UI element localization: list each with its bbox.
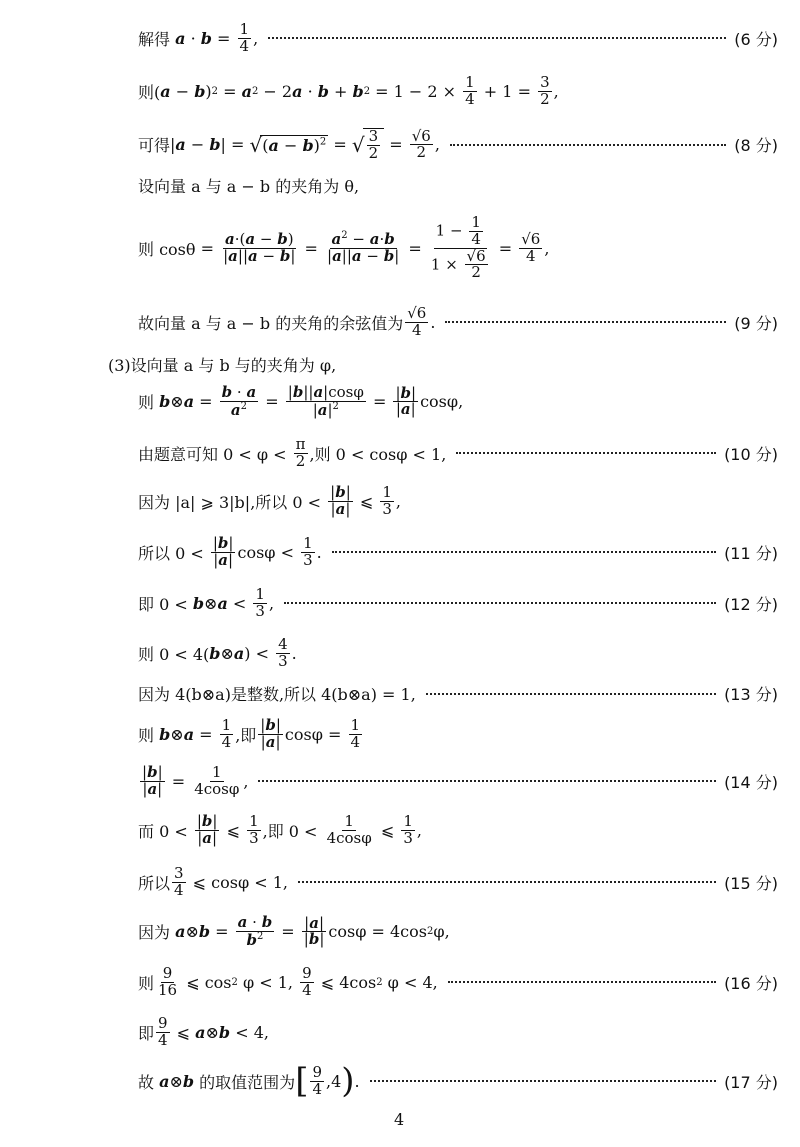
dot-leader (332, 551, 716, 553)
line-part3 (108, 353, 778, 376)
score-9: (9 分) (734, 313, 778, 333)
line-ab-value: 解得 a · b = $\frac{1}{4}$ , (6 分) (138, 20, 778, 55)
score-8: (8 分) (734, 136, 778, 156)
line-phi-range: 由题意可知 0 < φ < $\frac{\pi}{2}$ ,则 0 < cosφ < 1, (10 分) (138, 435, 778, 470)
dot-leader (268, 37, 726, 39)
text-cos-theta: 则 cosθ (138, 239, 196, 259)
line-botimes-quarter: 则 b ⊗ a = $\frac{1}{4}$ ,即 $\frac{|b|}{|a|}$ cosφ = $\frac{1}{4}$ (138, 716, 361, 751)
dot-leader (258, 780, 716, 782)
line-conclusion: 故 a ⊗ b 的取值范围为 [ $\frac{9}{4}$ ,4 ) . (17 分) (138, 1061, 778, 1101)
text-phi-range: 由题意可知 0 < φ < (138, 444, 287, 464)
text-ji: ,即 (235, 725, 257, 745)
text-ji-0: ,即 0 < (262, 821, 318, 841)
line-ratio-eq: $\frac{|b|}{|a|}$ = $\frac{1}{4\cos\varphi}$ , (14 分) (142, 763, 778, 798)
line-integer (138, 682, 778, 705)
line-cos-result: 故向量 a 与 a − b 的夹角的余弦值为 $\frac{√6}{4}$ . (9 分) (138, 304, 778, 339)
page-number: 4 (394, 1110, 405, 1129)
text-phi-range-b: ,则 0 < cosφ < 1, (309, 444, 447, 464)
dot-leader (284, 602, 716, 604)
line-angle-def (138, 174, 778, 197)
text-gu: 故 (138, 1072, 155, 1092)
score-11: (11 分) (724, 543, 778, 563)
text-yinwei: 因为 (138, 923, 171, 943)
text-cos-result: 故向量 a 与 a − b 的夹角的余弦值为 (138, 313, 404, 333)
text-ji-2: 即 (138, 1023, 155, 1043)
line-aotimes-range: 即 $\frac{9}{4}$ ⩽ a ⊗ b < 4, (138, 1014, 269, 1049)
line-cos-range: 所以 $\frac{3}{4}$ ⩽ cosφ < 1, (15 分) (138, 864, 778, 899)
text-ratio-bound: 因为 |a| ⩾ 3|b|,所以 0 < (138, 492, 322, 512)
line-botimes-a: 则 b ⊗ a = $\frac{b \cdot a}{a^2}$ = $\frac{|b||a|\cos\varphi}{|a|^2}$ = $\frac{|b|}{|a|}$ cosφ, (138, 383, 464, 419)
text-cos-bound: 所以 0 < (138, 543, 204, 563)
line-cos-theta: 则 cosθ = $\frac{a\cdot(a - b)}{|a||a - b|}$ = $\frac{a^2 - a\cdot b}{|a||a - b|}$ = 1 − $\frac{1}{4}$ 1 × $\frac{√6}{2}$ = $\frac{√6}{4}$ , (138, 213, 550, 282)
score-14: (14 分) (724, 772, 778, 792)
dot-leader (298, 881, 716, 883)
text-er: 而 0 < (138, 821, 188, 841)
line-four-times: 则 0 < 4( b ⊗ a ) < $\frac{4}{3}$ . (138, 635, 297, 670)
text-ze: 则 (138, 725, 155, 745)
dot-leader (445, 321, 726, 323)
line-square-diff: 则( a − b ) 2 = a 2 − 2 a · b + b 2 = 1 − 2 × $\frac{1}{4}$ + 1 = $\frac{3}{2}$ , (138, 73, 559, 108)
dot-leader (456, 452, 716, 454)
text-four-times: 则 0 < 4( (138, 644, 210, 664)
dot-leader (426, 693, 716, 695)
text-jiede: 解得 (138, 29, 171, 49)
line-cos2-range: 则 $\frac{9}{16}$ ⩽ cos 2 φ < 1, $\frac{9}{4}$ ⩽ 4cos 2 φ < 4, (16 分) (138, 964, 778, 999)
score-16: (16 分) (724, 973, 778, 993)
text-ze-2: 则 (138, 973, 155, 993)
text-botimes-bound: 即 0 < (138, 594, 188, 614)
score-12: (12 分) (724, 594, 778, 614)
score-6: (6 分) (734, 29, 778, 49)
fraction: $\frac{1}{4}$ (239, 20, 250, 55)
line-abs-diff: 可得 | a − b | = √ $(a - b)^2$ = √ $\frac{3}{2}$ = $\frac{√6}{2}$ , (8 分) (138, 126, 778, 162)
dot-leader (450, 144, 726, 146)
text-suoyi: 所以 (138, 873, 171, 893)
line-ratio-bound: 因为 |a| ⩾ 3|b|,所以 0 < $\frac{|b|}{|a|}$ ⩽ $\frac{1}{3}$ , (138, 483, 401, 518)
score-13: (13 分) (724, 685, 778, 704)
text-range-label: 的取值范围为 (199, 1072, 296, 1092)
score-17: (17 分) (724, 1072, 778, 1092)
score-15: (15 分) (724, 873, 778, 893)
text-kede: 可得 (138, 136, 171, 156)
dot-leader (448, 981, 716, 983)
text-angle-def: 设向量 a 与 a − b 的夹角为 θ, (138, 177, 360, 196)
line-aotimes-b: 因为 a ⊗ b = $\frac{a \cdot b}{b^2}$ = $\frac{|a|}{|b|}$ cosφ = 4cos 2 φ, (138, 913, 450, 949)
line-botimes-bound: 即 0 < b ⊗ a < $\frac{1}{3}$ , (12 分) (138, 585, 778, 620)
line-cos-bound: 所以 0 < $\frac{|b|}{|a|}$ cosφ < $\frac{1}{3}$ . (11 分) (138, 534, 778, 569)
score-10: (10 分) (724, 444, 778, 464)
text-integer: 因为 4(b⊗a)是整数,所以 4(b⊗a) = 1, (138, 685, 416, 704)
line-ratio-bound-2: 而 0 < $\frac{|b|}{|a|}$ ⩽ $\frac{1}{3}$ ,即 0 < $\frac{1}{4\cos\varphi}$ ⩽ $\frac{1}{3}$ , (138, 812, 422, 847)
text-part3: (3)设向量 a 与 b 与的夹角为 φ, (108, 356, 337, 375)
dot-leader (370, 1080, 716, 1082)
